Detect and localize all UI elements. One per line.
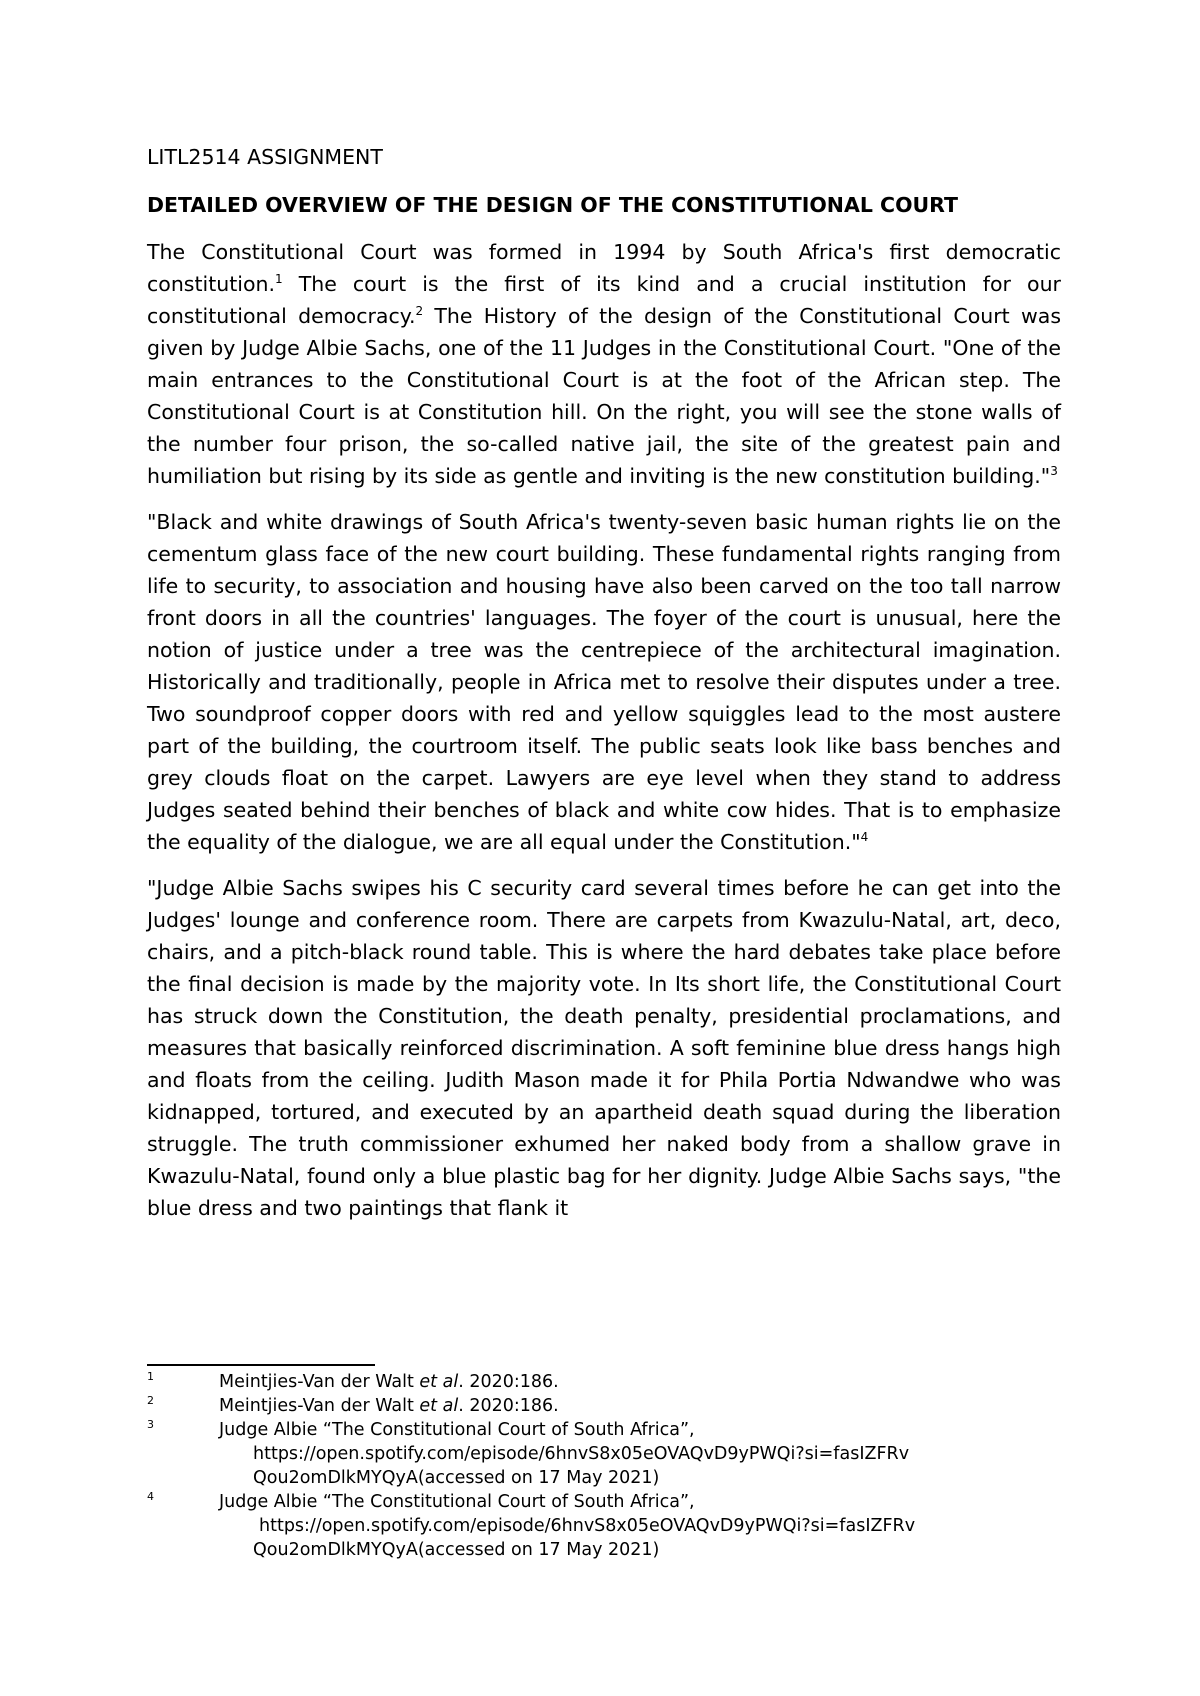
footnote-title: Judge Albie “The Constitutional Court of South Africa”, (219, 1492, 695, 1512)
footnote-separator (147, 1364, 375, 1366)
document-title: DETAILED OVERVIEW OF THE DESIGN OF THE CONSTITUTIONAL COURT (147, 193, 958, 217)
footnote-citation: . 2020:186. (458, 1396, 559, 1416)
footnote-etal: et al (419, 1372, 459, 1392)
paragraph-1-text-b: The court is the first of its kind and a crucial institution for our constitutional democracy. (147, 272, 1061, 328)
footnotes (147, 1364, 1061, 1562)
paragraph-3-text: "Judge Albie Sachs swipes his C security card several times before he can get into the Judges' lounge and conference room. There are carpets from Kwazulu-Natal, art, deco, chairs, and a pitch-black round table. This is where the hard debates take place before the final decision is made by the majority vote. In Its short life, the Constitutional Court has struck down the Constitution, the death penalty, presidential proclamations, and measures that basically reinforced discrimination. A soft feminine blue dress hangs high and floats from the ceiling. Judith Mason made it for Phila Portia Ndwandwe who was kidnapped, tortured, and executed by an apartheid death squad during the liberation struggle. The truth commissioner exhumed her naked body from a shallow grave in Kwazulu-Natal, found only a blue plastic bag for her dignity. Judge Albie Sachs says, "the blue dress and two paintings that flank it (147, 876, 1061, 1220)
footnote-1 (147, 1370, 1061, 1394)
paragraph-1-text-a: The Constitutional Court was formed in 1994 by South Africa's first democratic constitution. (147, 240, 1061, 296)
footnote-mark: 3 (147, 1418, 154, 1431)
footnote-ref-2: 2 (415, 304, 424, 319)
footnote-3 (147, 1418, 1061, 1490)
footnote-etal: et al (419, 1396, 459, 1416)
footnote-4 (147, 1490, 1061, 1562)
footnote-mark: 4 (147, 1490, 154, 1503)
footnote-url-tail: Qou2omDlkMYQyA(accessed on 17 May 2021) (253, 1468, 660, 1488)
paragraph-2-text: "Black and white drawings of South Africa's twenty-seven basic human rights lie on the cementum glass face of the new court building. These fundamental rights ranging from life to security, to association and housing have also been carved on the too tall narrow front doors in all the countries' languages. The foyer of the court is unusual, here the notion of justice under a tree was the centrepiece of the architectural imagination. Historically and traditionally, people in Africa met to resolve their disputes under a tree. Two soundproof copper doors with red and yellow squiggles lead to the most austere part of the building, the courtroom itself. The public seats look like bass benches and grey clouds float on the carpet. Lawyers are eye level when they stand to address Judges seated behind their benches of black and white cow hides. That is to emphasize the equality of the dialogue, we are all equal under the Constitution." (147, 510, 1061, 854)
footnote-author: Meintjies-Van der Walt (219, 1396, 420, 1416)
paragraph-1-text-c: The History of the design of the Constitutional Court was given by Judge Albie Sachs, one of the 11 Judges in the Constitutional Court. "One of the main entrances to the Constitutional Court is at the foot of the African step. The Constitutional Court is at Constitution hill. On the right, you will see the stone walls of the number four prison, the so-called native jail, the site of the greatest pain and humiliation but rising by its side as gentle and inviting is the new constitution building." (147, 304, 1061, 488)
footnote-ref-4: 4 (860, 830, 869, 845)
paragraph-3 (147, 872, 1061, 1224)
paragraph-1 (147, 236, 1061, 492)
paragraph-2 (147, 506, 1061, 858)
footnote-2 (147, 1394, 1061, 1418)
footnote-ref-3: 3 (1050, 464, 1058, 479)
footnote-author: Meintjies-Van der Walt (219, 1372, 420, 1392)
document-page (147, 142, 1061, 1238)
course-code: LITL2514 ASSIGNMENT (147, 145, 383, 169)
footnote-mark: 2 (147, 1394, 154, 1407)
footnote-url-link[interactable]: https://open.spotify.com/episode/6hnvS8x05eOVAQvD9yPWQi?si=fasIZFRv (259, 1516, 916, 1536)
footnote-url-link[interactable]: https://open.spotify.com/episode/6hnvS8x05eOVAQvD9yPWQi?si=fasIZFRv (253, 1444, 910, 1464)
footnote-ref-1: 1 (275, 272, 283, 287)
footnote-url-tail: Qou2omDlkMYQyA(accessed on 17 May 2021) (253, 1540, 660, 1560)
footnote-mark: 1 (147, 1370, 154, 1383)
footnote-title: Judge Albie “The Constitutional Court of South Africa”, (219, 1420, 695, 1440)
footnote-citation: . 2020:186. (458, 1372, 559, 1392)
